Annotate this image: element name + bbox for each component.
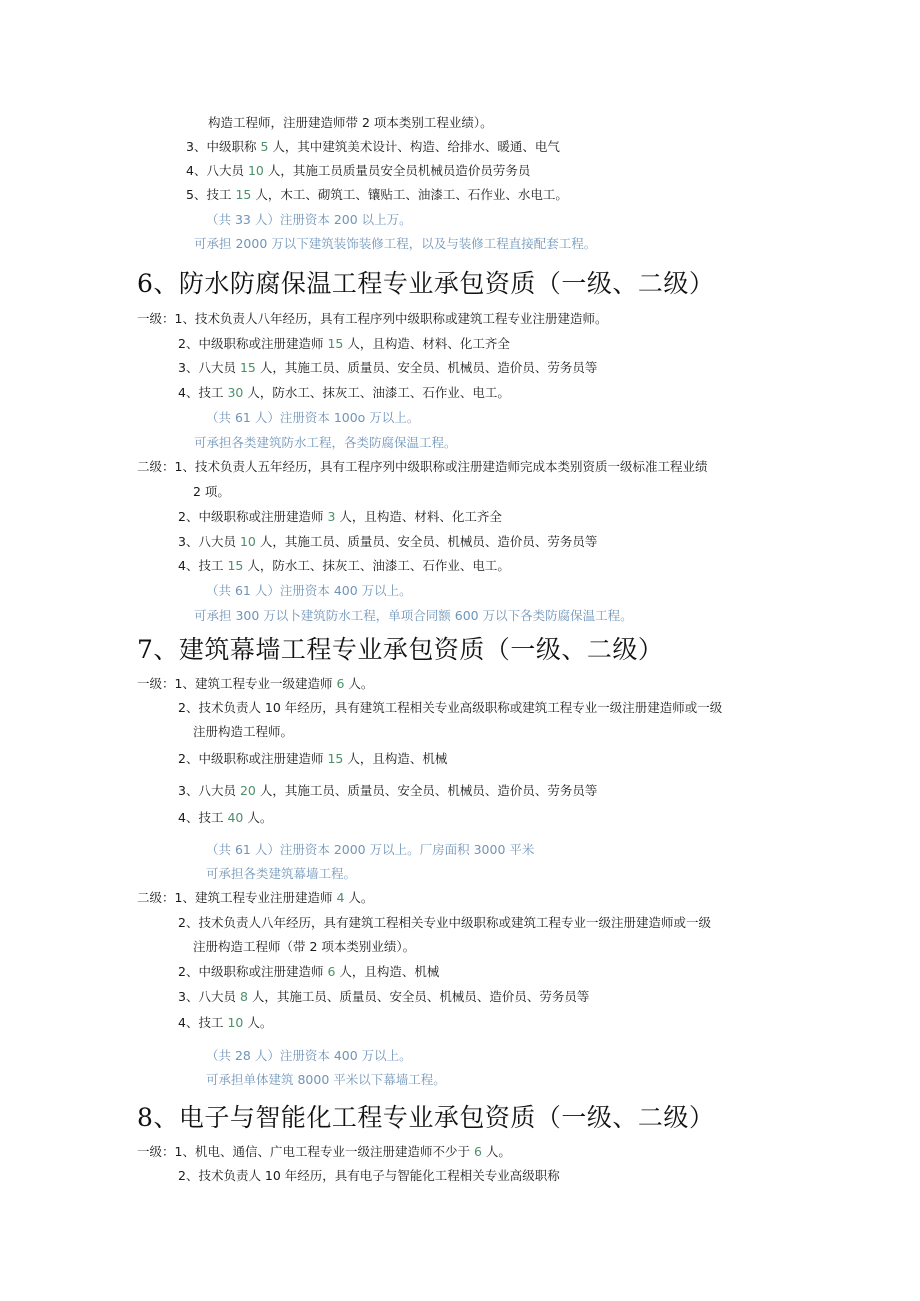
line-text: 人，其中建筑美术设计、构造、给排水、暖通、电气 xyxy=(268,139,560,154)
note-text: （共 61 人）注册资本 2000 万以上。厂房面积 3000 平米 xyxy=(206,842,535,857)
text-line xyxy=(178,782,597,800)
text-line xyxy=(194,434,457,452)
count-value: 6 xyxy=(473,1144,482,1159)
text-line xyxy=(206,582,412,600)
line-text: 5、技工 xyxy=(186,187,236,202)
note-text: （共 61 人）注册资本 100o 万以上。 xyxy=(206,410,420,425)
line-text: 人，且构造、机械 xyxy=(335,964,440,979)
line-text: 2、中级职称或注册建造师 xyxy=(178,964,328,979)
text-line xyxy=(206,865,356,883)
count-value: 40 xyxy=(227,810,244,825)
text-line xyxy=(178,750,447,768)
text-line xyxy=(178,557,510,575)
line-text: 人，且构造、机械 xyxy=(343,751,448,766)
text-line xyxy=(178,335,510,353)
count-value: 15 xyxy=(239,360,256,375)
line-text: 二级：1、技术负责人五年经历，具有工程序列中级职称或注册建造师完成本类别资质一级标准工程业绩 xyxy=(137,459,708,474)
line-text: 一级：1、技术负责人八年经历，具有工程序列中级职称或建筑工程专业注册建造师。 xyxy=(137,311,608,326)
count-value: 10 xyxy=(247,163,264,178)
line-text: 3、八大员 xyxy=(178,534,240,549)
text-line xyxy=(178,963,439,981)
count-value: 15 xyxy=(327,336,344,351)
line-text: 人，其施工员、质量员、安全员、机械员、造价员、劳务员等 xyxy=(255,534,598,549)
text-line xyxy=(178,699,722,717)
line-text: 3、中级职称 xyxy=(186,139,261,154)
note-text: （共 33 人）注册资本 200 以上万。 xyxy=(206,212,412,227)
line-text: 3、八大员 xyxy=(178,783,240,798)
count-value: 10 xyxy=(227,1015,244,1030)
text-line xyxy=(137,1143,511,1161)
count-value: 10 xyxy=(239,534,256,549)
text-line xyxy=(178,384,510,402)
text-line xyxy=(186,186,568,204)
line-text: 人，其施工员质量员安全员机械员造价员劳务员 xyxy=(263,163,531,178)
text-line xyxy=(206,841,534,859)
count-value: 5 xyxy=(260,139,269,154)
line-text: 人，其施工员、质量员、安全员、机械员、造价员、劳务员等 xyxy=(255,783,598,798)
line-text: 人。 xyxy=(243,1015,273,1030)
note-text: 可承担 300 万以卜建筑防水工程，单项合同额 600 万以下各类防腐保温工程。 xyxy=(194,608,633,623)
text-line xyxy=(208,114,493,132)
section-heading: 6、防水防腐保温工程专业承包资质（一级、二级） xyxy=(137,269,715,298)
line-text: 一级：1、机电、通信、广电工程专业一级注册建造师不少于 xyxy=(137,1144,474,1159)
section-heading: 7、建筑幕墙工程专业承包资质（一级、二级） xyxy=(137,635,664,664)
text-line xyxy=(178,508,502,526)
text-line xyxy=(178,809,272,827)
text-line xyxy=(137,675,373,693)
note-text: 可承担 2000 万以下建筑装饰装修工程，以及与装修工程直接配套工程。 xyxy=(194,236,597,251)
line-text: 人。 xyxy=(344,890,374,905)
line-text: 2、技术负责人八年经历，具有建筑工程相关专业中级职称或建筑工程专业一级注册建造师或一级 xyxy=(178,915,711,930)
line-text: 一级：1、建筑工程专业一级建造师 xyxy=(137,676,337,691)
text-line xyxy=(194,235,596,253)
section-heading: 8、电子与智能化工程专业承包资质（一级、二级） xyxy=(137,1103,715,1132)
count-value: 20 xyxy=(239,783,256,798)
line-text: 二级：1、建筑工程专业注册建造师 xyxy=(137,890,337,905)
line-text: 注册构造工程师（带 2 项本类别业绩）。 xyxy=(193,939,416,954)
text-line xyxy=(206,211,412,229)
text-line xyxy=(178,533,597,551)
line-text: 4、技工 xyxy=(178,385,228,400)
line-text: 2、中级职称或注册建造师 xyxy=(178,509,328,524)
line-text: 人。 xyxy=(481,1144,511,1159)
text-line xyxy=(193,723,293,741)
count-value: 6 xyxy=(336,676,345,691)
count-value: 3 xyxy=(327,509,336,524)
line-text: 人，且构造、材料、化工齐全 xyxy=(343,336,510,351)
note-text: 可承担各类建筑防水工程，各类防腐保温工程。 xyxy=(194,435,457,450)
text-line xyxy=(178,1167,560,1185)
text-line xyxy=(194,607,633,625)
count-value: 30 xyxy=(227,385,244,400)
text-line xyxy=(206,1071,446,1089)
note-text: （共 28 人）注册资本 400 万以上。 xyxy=(206,1048,412,1063)
text-line xyxy=(178,914,711,932)
text-line xyxy=(178,988,589,1006)
line-text: 人，木工、砌筑工、镶贴工、油漆工、石作业、水电工。 xyxy=(251,187,568,202)
line-text: 人。 xyxy=(243,810,273,825)
line-text: 注册构造工程师。 xyxy=(193,724,294,739)
line-text: 3、八大员 xyxy=(178,360,240,375)
text-line xyxy=(193,938,415,956)
note-text: （共 61 人）注册资本 400 万以上。 xyxy=(206,583,412,598)
count-value: 15 xyxy=(235,187,252,202)
text-line xyxy=(137,458,707,476)
line-text: 人，且构造、材料、化工齐全 xyxy=(335,509,502,524)
line-text: 3、八大员 xyxy=(178,989,240,1004)
text-line xyxy=(137,889,373,907)
line-text: 人，防水工、抹灰工、油漆工、石作业、电工。 xyxy=(243,385,510,400)
line-text: 4、技工 xyxy=(178,1015,228,1030)
line-text: 4、技工 xyxy=(178,810,228,825)
line-text: 构造工程师，注册建造师带 2 项本类别工程业绩）。 xyxy=(208,115,493,130)
note-text: 可承担各类建筑幕墙工程。 xyxy=(206,866,357,881)
count-value: 4 xyxy=(336,890,345,905)
count-value: 6 xyxy=(327,964,336,979)
text-line xyxy=(137,310,607,328)
count-value: 15 xyxy=(327,751,344,766)
line-text: 2、中级职称或注册建造师 xyxy=(178,336,328,351)
text-line xyxy=(206,409,419,427)
note-text: 可承担单体建筑 8000 平米以下幕墙工程。 xyxy=(206,1072,446,1087)
text-line xyxy=(178,1014,272,1032)
line-text: 人。 xyxy=(344,676,374,691)
line-text: 4、技工 xyxy=(178,558,228,573)
line-text: 2、技术负责人 10 年经历，具有建筑工程相关专业高级职称或建筑工程专业一级注册建造师或一级 xyxy=(178,700,723,715)
line-text: 人，其施工员、质量员、安全员、机械员、造价员、劳务员等 xyxy=(255,360,598,375)
text-line xyxy=(193,483,230,501)
line-text: 人，防水工、抹灰工、油漆工、石作业、电工。 xyxy=(243,558,510,573)
count-value: 8 xyxy=(239,989,248,1004)
text-line xyxy=(206,1047,412,1065)
text-line xyxy=(186,162,530,180)
line-text: 人，其施工员、质量员、安全员、机械员、造价员、劳务员等 xyxy=(247,989,590,1004)
line-text: 2、中级职称或注册建造师 xyxy=(178,751,328,766)
count-value: 15 xyxy=(227,558,244,573)
text-line xyxy=(178,359,597,377)
line-text: 4、八大员 xyxy=(186,163,248,178)
text-line xyxy=(186,138,560,156)
line-text: 2 项。 xyxy=(193,484,230,499)
line-text: 2、技术负责人 10 年经历，具有电子与智能化工程相关专业高级职称 xyxy=(178,1168,560,1183)
